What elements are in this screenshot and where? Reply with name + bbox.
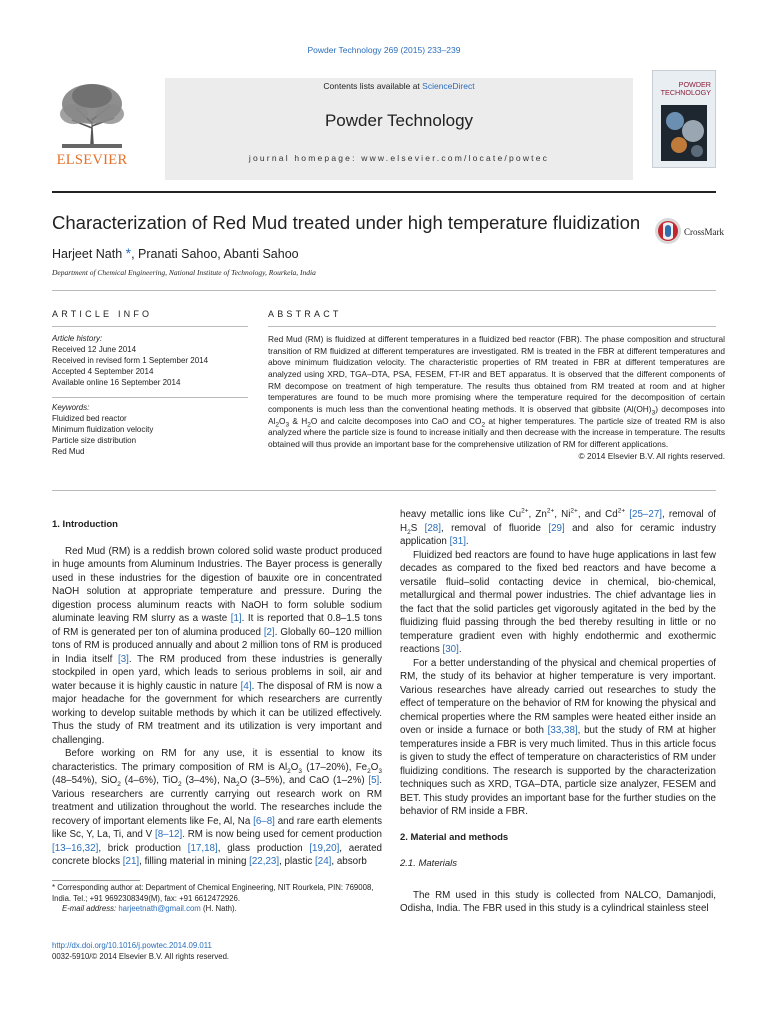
citation-link[interactable]: [5] (368, 775, 380, 786)
keywords-label: Keywords: (52, 403, 90, 412)
author-1: Harjeet Nath (52, 247, 126, 261)
text: and rare earth elements like Sc, Y, La, Ti, and V (52, 815, 382, 840)
subsection-heading-materials: 2.1. Materials (400, 858, 458, 869)
keywords (52, 402, 252, 457)
citation-link[interactable]: [2] (263, 626, 275, 638)
citation-link[interactable]: [33,38] (547, 725, 578, 736)
text: . The RM produced from these industries is generally stockpiled in open yard, which leads to serious problems in soil, air and water because it is highly caustic in nature (52, 653, 382, 692)
citation-link[interactable]: [29] (548, 522, 565, 534)
journal-cover-image (652, 70, 716, 168)
text: For a better understanding of the physical and chemical properties of RM, the study of its behavior at higher temperature is very important. Various researches have already carried out researches to study the effect of temperature on the behavior of RM for knowing the physical and chemical properties where the RM samples were heated either inside an oven or inside a furnace or both (400, 657, 716, 736)
text: , plastic (279, 856, 316, 867)
citation-link[interactable]: [21] (122, 856, 140, 867)
footnote-mark: * (52, 883, 56, 892)
text: O (290, 761, 299, 773)
subscript: 2 (275, 421, 280, 429)
contents-line (165, 81, 633, 91)
cover-title (661, 81, 711, 97)
text: (3–4%), Na (181, 775, 236, 786)
text: and also for ceramic industry application (400, 522, 716, 547)
page-footer (52, 940, 382, 962)
citation-link[interactable]: [28] (424, 522, 441, 534)
citation-link[interactable]: [8–12] (154, 829, 183, 840)
abstract-text (268, 334, 725, 462)
history-online: Available online 16 September 2014 (52, 378, 181, 387)
text: . (458, 644, 462, 655)
subscript: 3 (378, 767, 382, 775)
text: , Ni (554, 509, 571, 520)
crossmark-label: CrossMark (684, 227, 724, 237)
paragraph (52, 545, 382, 748)
text: , and Cd (577, 509, 618, 520)
subscript: 2 (117, 780, 121, 788)
citation-link[interactable]: [4] (240, 680, 252, 692)
subscript: 2 (287, 767, 291, 775)
superscript: 2+ (546, 507, 555, 515)
text: , but the study of RM at higher temperatures inside a FBR is very much limited. Thus in this article focus is given to study the effect of temperature on characteristics of RM under fluidizing conditions. The research is supported by the characterization techniques such as XRD, TGA–DTA, particle size analyzer, FESEM and BET. This study provides an important base for the further studies on the behavior of RM inside a FBR. (400, 725, 716, 817)
keyword-item: Minimum fluidization velocity (52, 425, 154, 434)
citation-link[interactable]: [1] (230, 613, 242, 624)
subscript: 3 (651, 409, 656, 417)
corresponding-author-mark[interactable]: * (125, 245, 132, 261)
text: (4–6%), TiO (120, 775, 178, 786)
other-authors: , Pranati Sahoo, Abanti Sahoo (131, 247, 299, 261)
citation-link[interactable]: [22,23] (249, 856, 280, 867)
history-received: Received 12 June 2014 (52, 345, 137, 354)
citation-link[interactable]: [17,18] (187, 842, 218, 854)
affiliation-divider (52, 290, 716, 291)
corresponding-author-note (52, 883, 382, 904)
abstract-divider (268, 326, 716, 327)
text: S (410, 522, 425, 534)
history-accepted: Accepted 4 September 2014 (52, 367, 154, 376)
crossmark-icon[interactable] (654, 216, 764, 246)
text: . Various researchers are currently carrying out research work on RM treatment and utilization throughout the world. The researches include the recovery of important elements like Fe, Al, Na (52, 775, 382, 827)
copyright-notice: © 2014 Elsevier B.V. All rights reserved. (578, 450, 725, 461)
affiliation: Department of Chemical Engineering, National Institute of Technology, Rourkela, India (52, 268, 316, 277)
abstract-part: & H (289, 415, 308, 426)
text: . Globally 60–120 million tons of RM is produced annually and about 2 million tons of RM is produced in India itself (52, 626, 382, 665)
author-list (52, 245, 299, 261)
abstract-part: Red Mud (RM) is fluidized at different temperatures in a fluidized bed reactor (FBR). The phase composition and structural transition of RM fluidized at different temperatures are investigated. RM is treated in the FBR at different temperatures and above minimum fluidization velocity. The characteristic properties of RM treated in FBR at different temperatures are analyzed using XRD, TGA–DTA, PSA, FESEM, FT-IR and BET apparatus. It is observed that the different components of RM decompose on treatment of high temperature. The results thus obtained from RM treated at room and at higher temperatures are found to be much more promising where the temperature required for the decomposition of certain components is much less than the conventional heating methods. It is observed that gibbsite (Al(OH) (268, 334, 725, 414)
paragraph (400, 508, 716, 549)
citation-link[interactable]: [3] (117, 653, 129, 665)
citation-link[interactable]: [24] (315, 856, 332, 867)
header-divider (52, 191, 716, 193)
text: , removal of H (400, 509, 717, 534)
subscript: 2 (235, 780, 240, 788)
body-column-right (400, 508, 716, 916)
citation-link[interactable]: [30] (442, 644, 459, 655)
journal-name: Powder Technology (324, 111, 474, 130)
citation-link[interactable]: [25–27] (629, 509, 662, 520)
text: O (3–5%), and CaO (1–2%) (239, 775, 369, 786)
text: . The disposal of RM is now a major headache for the government for which researchers are currently working to develop suitable methods by which it can be utilized effectively. Thus the study of RM treatment and its utilization is very important and challenging. (52, 680, 382, 746)
citation-link[interactable]: [19,20] (309, 842, 340, 854)
citation-link[interactable]: [13–16,32] (52, 842, 99, 854)
email-label: E-mail address: (62, 904, 119, 913)
contents-prefix: Contents lists available at (323, 81, 423, 91)
doi-link[interactable]: http://dx.doi.org/10.1016/j.powtec.2014.09.011 (52, 941, 212, 950)
subscript: 3 (298, 767, 303, 775)
abstract-part: at higher temperatures. The particle size of treated RM is also analyzed where the particle size is found to increase initially and then decrease with the increase in temperature. The results obtained will thus provide an important base for the comprehensive utilization of RM for different applications. (268, 415, 726, 449)
issn-line: 0032-5910/© 2014 Elsevier B.V. All rights reserved. (52, 952, 230, 961)
text: , removal of fluoride (440, 522, 549, 534)
elsevier-logo-text: ELSEVIER (56, 152, 128, 168)
article-title: Characterization of Red Mud treated under high temperature fluidization (52, 212, 641, 233)
superscript: 2+ (570, 507, 578, 515)
cover-artwork (661, 105, 707, 161)
text: , aerated concrete blocks (52, 842, 383, 867)
text: , filling material in mining (139, 856, 250, 867)
text: , Zn (528, 509, 547, 520)
journal-header (165, 78, 633, 180)
paragraph (52, 747, 382, 869)
citation-link[interactable]: [6–8] (253, 815, 275, 827)
text: Red Mud (RM) is a reddish brown colored solid waste product produced in huge amounts from Aluminum Industries. The Bayer process is generally used in these industries for the digestion of bauxite ore in concentrated NaOH solution at appropriate temperature and pressure. During the digestion process aluminum reacts with NaOH to form soluble sodium aluminate leaving RM slurry as a waste (52, 545, 382, 624)
keyword-item: Particle size distribution (52, 436, 137, 445)
history-label: Article history: (52, 334, 103, 343)
subscript: 2 (481, 421, 486, 429)
sciencedirect-link[interactable]: ScienceDirect (422, 81, 475, 91)
text: , brick production (98, 842, 188, 854)
paragraph (400, 549, 716, 657)
homepage-prefix: journal homepage: (248, 153, 362, 163)
article-info-heading: ARTICLE INFO (52, 309, 153, 319)
abstract-part: O (279, 415, 286, 426)
body-column-left (52, 518, 382, 869)
journal-reference[interactable]: Powder Technology 269 (2015) 233–239 (307, 45, 461, 55)
text: . RM is now being used for cement production (182, 829, 382, 840)
keywords-divider (52, 397, 248, 398)
abstract-heading: ABSTRACT (268, 309, 342, 319)
text: O (370, 761, 379, 773)
footnote (52, 883, 382, 915)
text: . (465, 536, 469, 547)
article-info-divider (52, 326, 248, 327)
keyword-item: Red Mud (52, 447, 85, 456)
section-heading-methods: 2. Material and methods (400, 831, 509, 843)
citation-link[interactable]: [31] (449, 536, 466, 547)
superscript: 2+ (521, 507, 529, 515)
abstract-bottom-divider (52, 490, 716, 491)
subscript: 2 (307, 421, 311, 429)
text: (17–20%), Fe (302, 761, 368, 773)
text: Fluidized bed reactors are found to have huge applications in last few decades as compared to the fixed bed reactors and have become a versatile fluid–solid contacting device in chemical, bio-chemical, metallurgical and thermal power industries. The chief advantage lies in the fact that the solid particles get vigorously agitated in the bed by the fluidizing fluid passing through the bed thereby resulting in little or no temperature gradient even with highly endothermic and exothermic reactions (400, 549, 716, 655)
paragraph (400, 657, 716, 819)
footnote-text: Corresponding author at: Department of Chemical Engineering, NIT Rourkela, PIN: 769008, India. Tel.; +91 9692308349(M), fax: +91 6612472926. (52, 883, 374, 903)
footnote-divider (52, 880, 140, 881)
cover-title-line-2: TECHNOLOGY (660, 88, 711, 97)
cover-title-line-1: POWDER (678, 80, 711, 89)
email-line (52, 904, 382, 915)
text: , absorb (331, 856, 367, 867)
subscript: 2 (367, 767, 371, 775)
journal-homepage (165, 153, 633, 163)
superscript: 2+ (617, 507, 626, 515)
keyword-item: Fluidized bed reactor (52, 414, 127, 423)
text: (48–54%), SiO (52, 775, 118, 786)
text: . It is reported that 0.8–1.5 tons of RM is generated per ton of alumina produced (52, 613, 382, 638)
abstract-part: ) decomposes into Al (268, 403, 726, 426)
subscript: 3 (285, 421, 290, 429)
section-heading-introduction: 1. Introduction (52, 519, 118, 530)
subscript: 2 (407, 528, 411, 536)
homepage-url[interactable]: www.elsevier.com/locate/powtec (361, 153, 550, 163)
history-revised: Received in revised form 1 September 2014 (52, 356, 209, 365)
article-history (52, 333, 252, 388)
text: Before working on RM for any use, it is essential to know its characteristics. The primary composition of RM is Al (52, 748, 382, 773)
subscript: 2 (177, 780, 182, 788)
email-suffix: (H. Nath). (200, 904, 237, 913)
email-link[interactable]: harjeetnath@gmail.com (118, 904, 201, 913)
text: heavy metallic ions like Cu (400, 509, 522, 520)
text: , glass production (217, 842, 310, 854)
paragraph: The RM used in this study is collected from NALCO, Damanjodi, Odisha, India. The FBR used in this study is a cylindrical stainless steel (400, 889, 716, 914)
abstract-part: O and calcite decomposes into CaO and CO (310, 415, 482, 426)
